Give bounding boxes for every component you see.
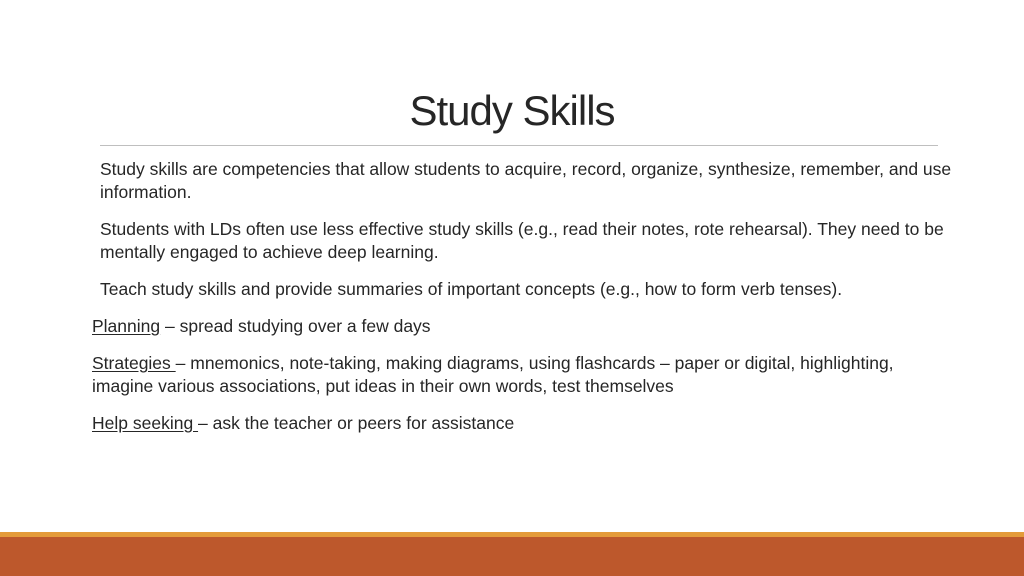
slide-title: Study Skills bbox=[409, 87, 615, 134]
title-divider bbox=[100, 145, 938, 146]
item-planning bbox=[92, 315, 952, 338]
slide-body bbox=[92, 158, 952, 449]
item-help-seeking-term: Help seeking bbox=[92, 413, 199, 433]
bullet-definition: Study skills are competencies that allow students to acquire, record, organize, synthesize, remember, and use information. bbox=[100, 159, 952, 202]
bullet-teach: Teach study skills and provide summaries of important concepts (e.g., how to form verb tenses). bbox=[100, 279, 843, 299]
item-help-seeking bbox=[92, 412, 952, 435]
item-help-seeking-text: – ask the teacher or peers for assistance bbox=[198, 413, 515, 433]
footer-band bbox=[0, 537, 1024, 576]
item-planning-text: – spread studying over a few days bbox=[160, 316, 431, 336]
bullet-lds: Students with LDs often use less effective study skills (e.g., read their notes, rote rehearsal). They need to be mentally engaged to achieve deep learning. bbox=[100, 219, 944, 262]
item-strategies bbox=[92, 352, 952, 398]
item-strategies-text: – mnemonics, note-taking, making diagrams, using flashcards – paper or digital, highlighting, imagine various associations, put ideas in their own words, test themselves bbox=[92, 353, 894, 396]
item-strategies-term: Strategies bbox=[92, 353, 176, 373]
item-planning-term: Planning bbox=[92, 316, 161, 336]
